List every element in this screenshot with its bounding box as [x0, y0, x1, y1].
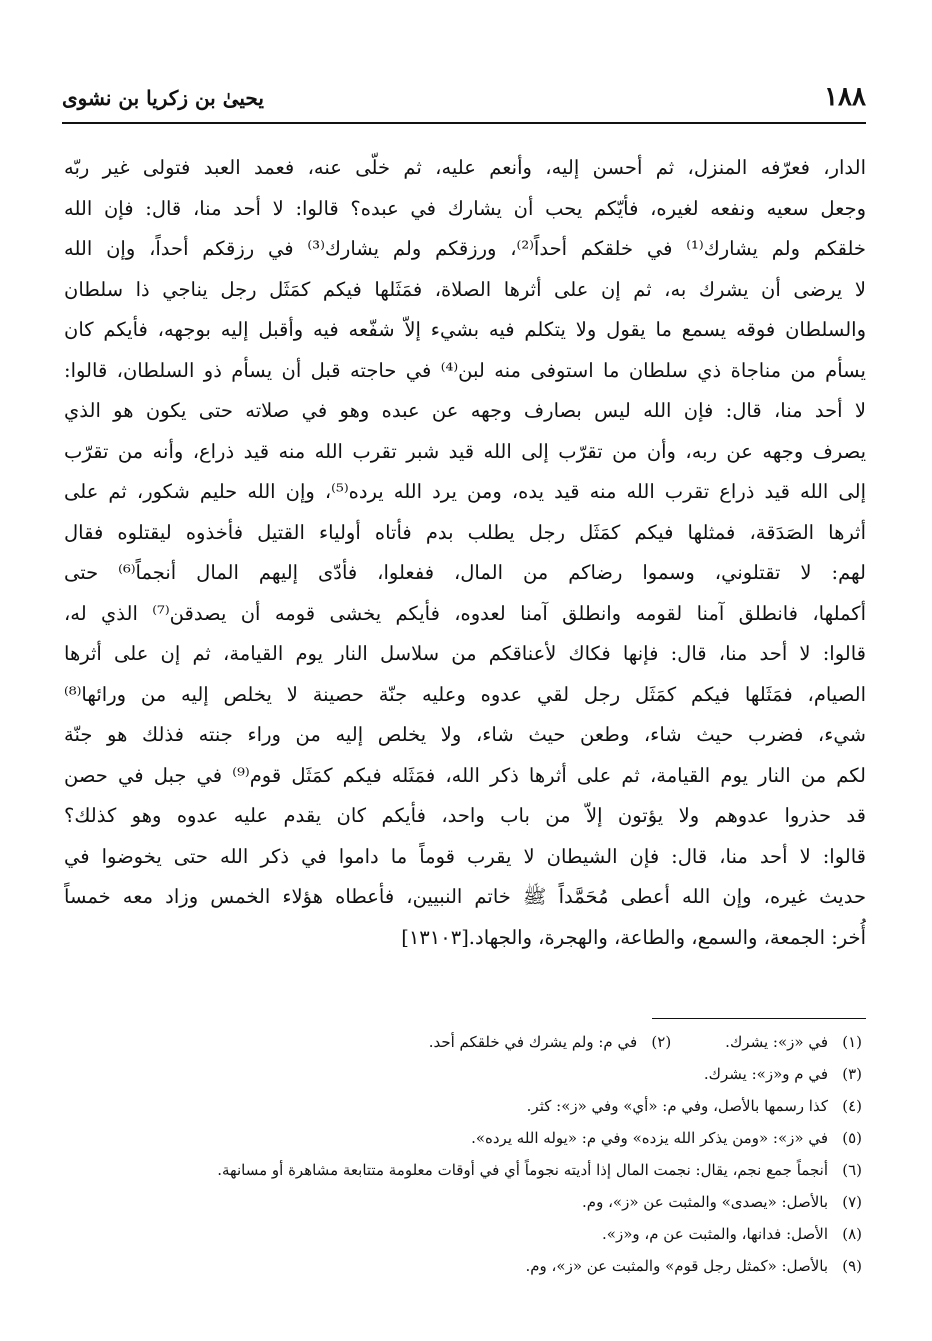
footnote [217, 1154, 862, 1186]
body-line: أُخر: الجمعة، والسمع، والطاعة، والهجرة، والجهاد.[١٣١٠٣] [401, 925, 866, 949]
body-line: لا أحد منا، قال: فإن الله ليس بصارف وجهه عن عبده وهو في صلاته حتى يكون هو الذي [64, 399, 866, 422]
body-line: إلى الله قيد ذراع تقرب الله منه قيد يده، ومن يرد الله يرده⁽⁵⁾، وإن الله حليم شكور، ثم على [64, 480, 866, 503]
footnote [725, 1026, 862, 1058]
footnote-text: في م: ولم يشرك في خلقكم أحد. [428, 1033, 638, 1051]
footnote-number: (٤) [842, 1097, 862, 1115]
footnote-number: (٧) [842, 1193, 862, 1211]
footnote-number: (٩) [842, 1257, 862, 1275]
footnote-row [64, 1218, 862, 1250]
footnote-row [64, 1026, 862, 1058]
body-line: وجعل سعيه ونفعه لغيره، فأيّكم يحب أن يشارك في عبده؟ قالوا: لا أحد منا، قال: فإن الله [64, 196, 866, 220]
footnote-text: في «ز»: «ومن يذكر الله يزده» وفي م: «يوله الله يرده». [471, 1129, 828, 1147]
footnote [527, 1090, 862, 1122]
footnote-text: بالأصل: «كمثل رجل قوم» والمثبت عن «ز»، وم. [525, 1257, 828, 1275]
header-rule [62, 122, 866, 124]
footnote-row [64, 1154, 862, 1186]
footnote-row [64, 1058, 862, 1090]
footnote-row [64, 1250, 862, 1282]
footnote-text: أنجماً جمع نجم، يقال: نجمت المال إذا أديته نجوماً أي في أوقات معلومة متتابعة مشاهرة أو مسانهة. [217, 1161, 828, 1179]
body-line: لكم من النار يوم القيامة، ثم على أثرها ذكر الله، فمَثَله فيكم كمَثَل قوم⁽⁹⁾ في جبل في حصن [64, 763, 866, 787]
footnote [471, 1122, 862, 1154]
footnote-text: في «ز»: يشرك. [725, 1033, 828, 1051]
footnote-number: (٥) [842, 1129, 862, 1147]
footnote-row [64, 1090, 862, 1122]
body-line: حديث غيره، وإن الله أعطى مُحَمَّداً ﷺ خاتم النبيين، فأعطاه هؤلاء الخمس وزاد معه خمساً [64, 885, 866, 908]
footnote-row [64, 1186, 862, 1218]
body-line: الدار، فعرّفه المنزل، ثم أحسن إليه، وأنعم عليه، ثم خلّى عنه، فعمد العبد فتولى غير ربّه [64, 156, 866, 179]
footnote-rule [652, 1018, 866, 1019]
body-line: قالوا: لا أحد منا، قال: فإنها فكاك لأعناقكم من سلاسل النار يوم القيامة، ثم إن على أثرها [64, 642, 866, 665]
footnote [525, 1250, 862, 1282]
footnote-number: (٣) [842, 1065, 862, 1083]
footnote-number: (٦) [842, 1161, 862, 1179]
body-line: لهم: لا تقتلوني، وسموا رضاكم من المال، ففعلوا، فأدّى إليهم المال أنجماً⁽⁶⁾ حتى [64, 561, 866, 584]
footnote-text: في م و«ز»: يشرك. [703, 1065, 828, 1083]
footnote [704, 1058, 862, 1090]
footnote-text: بالأصل: «يصدى» والمثبت عن «ز»، وم. [582, 1193, 828, 1211]
body-line: شيء، فضرب حيث شاء، وطعن حيث شاء، ولا يخلص إليه من وراء جنته فذلك هو جنّة [64, 723, 866, 746]
running-title: يحيىٰ بن زكريا بن نشوى [62, 86, 264, 110]
footnote [602, 1218, 862, 1250]
body-line: الصيام، فمَثَلها فيكم كمَثَل رجل لقي عدوه وعليه جنّة حصينة لا يخلص إليه من ورائها⁽⁸⁾ [64, 682, 866, 706]
body-line: أكملها، فانطلق آمنا لقومه وانطلق آمنا لعدوه، فأيكم يخشى قومه أن يصدقن⁽⁷⁾ الذي له، [64, 601, 866, 625]
footnote-number: (٢) [651, 1033, 672, 1051]
body-line: أثرها الصَدَقة، فمثلها فيكم كمَثَل رجل يطلب بدم فأتاه أولياء القتيل فأخذوه ليقتلوه فقال [64, 520, 866, 544]
body-line: خلقكم ولم يشارك⁽¹⁾ في خلقكم أحداً⁽²⁾، ورزقكم ولم يشارك⁽³⁾ في رزقكم أحداً، وإن الله [64, 237, 866, 260]
page-header [62, 82, 866, 120]
body-line: قالوا: لا أحد منا، قال: فإن الشيطان لا يقرب قوماً ما داموا في ذكر الله حتى يخوضوا في [64, 844, 866, 868]
footnote-row [64, 1122, 862, 1154]
footnote-text: الأصل: فدانها، والمثبت عن م، و«ز». [602, 1225, 828, 1243]
body-text [64, 148, 866, 958]
footnote-number: (١) [842, 1033, 862, 1051]
body-line: يسأم من مناجاة ذي سلطان ما استوفى منه لبن⁽⁴⁾ في حاجته قبل أن يسأم ذو السلطان، قالوا: [64, 358, 866, 382]
body-line: والسلطان فوقه يسمع ما يقول ولا يتكلم فيه بشيء إلاّ شفّعه فيه وأقبل إليه بوجهه، فأيكم كان [64, 318, 866, 341]
footnote [582, 1186, 862, 1218]
footnote [429, 1026, 671, 1058]
footnotes [64, 1026, 862, 1282]
body-line: لا يرضى أن يشرك به، ثم إن على أثرها الصلاة، فمَثَلها فيكم كمَثَل رجل يناجي ذا سلطان [64, 277, 866, 301]
body-line: قد حذروا عدوهم ولا يؤتون إلاّ من باب واحد، فأيكم كان يقدم عليه عدوه وهو كذلك؟ [64, 804, 866, 827]
footnote-text: كذا رسمها بالأصل، وفي م: «أي» وفي «ز»: كثر. [526, 1097, 828, 1115]
page-number: ١٨٨ [824, 82, 866, 112]
footnote-number: (٨) [842, 1225, 862, 1243]
body-line: يصرف وجهه عن ربه، وأن من تقرّب إلى الله قيد شبر تقرب الله منه قيد ذراع، وأنه من تقرّب [64, 439, 866, 463]
